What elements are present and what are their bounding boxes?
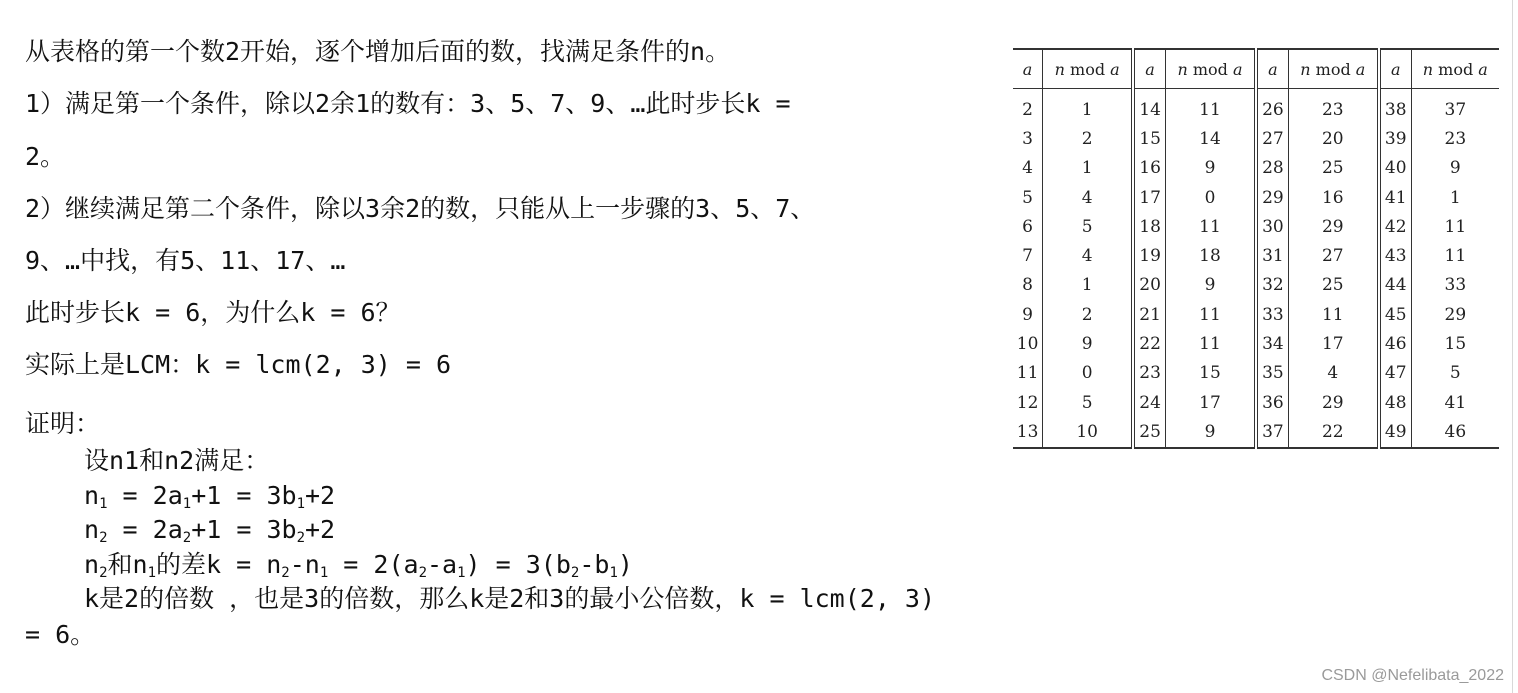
- cell-n-mod-a: 10: [1043, 417, 1134, 447]
- page-edge-divider: [1512, 0, 1513, 693]
- cell-n-mod-a: 9: [1165, 154, 1256, 183]
- cell-a: 16: [1133, 154, 1165, 183]
- cell-n-mod-a: 11: [1165, 300, 1256, 329]
- cell-n-mod-a: 18: [1165, 241, 1256, 270]
- cell-n-mod-a: 22: [1288, 417, 1379, 447]
- cell-n-mod-a: 37: [1411, 89, 1499, 125]
- cell-a: 18: [1133, 212, 1165, 241]
- cell-n-mod-a: 14: [1165, 124, 1256, 153]
- cell-a: 39: [1379, 124, 1411, 153]
- cell-n-mod-a: 11: [1288, 300, 1379, 329]
- mod-table: [1013, 48, 1499, 449]
- cell-n-mod-a: 1: [1043, 89, 1134, 125]
- step2-line-cont: 9、…中找，有5、11、17、…: [25, 246, 346, 275]
- cell-n-mod-a: 1: [1411, 183, 1499, 212]
- cell-n-mod-a: 23: [1288, 89, 1379, 125]
- cell-a: 49: [1379, 417, 1411, 447]
- proof-eq-n2: $n_2 = 2a_2+1 = 3b_2+2$: [84, 515, 336, 546]
- cell-n-mod-a: 11: [1165, 212, 1256, 241]
- cell-n-mod-a: 25: [1288, 154, 1379, 183]
- table-row: [1013, 388, 1499, 417]
- cell-n-mod-a: 4: [1288, 359, 1379, 388]
- table-header-row: [1013, 49, 1499, 89]
- cell-a: 40: [1379, 154, 1411, 183]
- cell-a: 24: [1133, 388, 1165, 417]
- cell-n-mod-a: 9: [1165, 271, 1256, 300]
- cell-n-mod-a: 29: [1288, 388, 1379, 417]
- cell-a: 23: [1133, 359, 1165, 388]
- cell-a: 31: [1256, 241, 1288, 270]
- table-row: [1013, 329, 1499, 358]
- cell-a: 30: [1256, 212, 1288, 241]
- step-size-line: 此时步长k = 6，为什么k = 6？: [25, 298, 401, 327]
- cell-n-mod-a: 9: [1165, 417, 1256, 447]
- table-row: [1013, 300, 1499, 329]
- table-row: [1013, 183, 1499, 212]
- cell-n-mod-a: 33: [1411, 271, 1499, 300]
- lcm-line: 实际上是LCM：k = lcm(2, 3) = 6: [25, 350, 452, 379]
- cell-n-mod-a: 0: [1165, 183, 1256, 212]
- cell-a: 11: [1016, 363, 1039, 384]
- cell-a: 33: [1256, 300, 1288, 329]
- cell-n-mod-a: 29: [1411, 300, 1499, 329]
- cell-a: 9: [1022, 304, 1033, 325]
- cell-n-mod-a: 5: [1043, 388, 1134, 417]
- header-n-mod-a: n mod a: [1165, 49, 1256, 89]
- cell-a: 29: [1256, 183, 1288, 212]
- cell-a: 17: [1133, 183, 1165, 212]
- proof-conclusion-cont: = 6。: [25, 620, 96, 649]
- intro-line: 从表格的第一个数2开始，逐个增加后面的数，找满足条件的n。: [25, 37, 731, 66]
- cell-n-mod-a: 1: [1043, 271, 1134, 300]
- cell-n-mod-a: 17: [1165, 388, 1256, 417]
- header-a: a: [1256, 49, 1288, 89]
- proof-difference-line: $n_2$和$n_1$的差$k = n_2-n_1 = 2(a_2-a_1) = 3(b_2-b_1)$: [84, 550, 633, 581]
- cell-n-mod-a: 11: [1165, 329, 1256, 358]
- table-row: [1013, 124, 1499, 153]
- cell-a: 6: [1022, 216, 1033, 237]
- cell-n-mod-a: 2: [1043, 124, 1134, 153]
- proof-heading: 证明：: [25, 409, 101, 438]
- cell-a: 4: [1022, 158, 1033, 179]
- cell-n-mod-a: 23: [1411, 124, 1499, 153]
- header-a: a: [1379, 49, 1411, 89]
- cell-a: 13: [1016, 421, 1039, 442]
- cell-a: 32: [1256, 271, 1288, 300]
- cell-n-mod-a: 11: [1411, 241, 1499, 270]
- cell-a: 43: [1379, 241, 1411, 270]
- cell-n-mod-a: 11: [1165, 89, 1256, 125]
- table-row: [1013, 89, 1499, 125]
- table-row: [1013, 241, 1499, 270]
- cell-a: 48: [1379, 388, 1411, 417]
- step1-line: 1）满足第一个条件，除以2余1的数有：3、5、7、9、…此时步长k =: [25, 89, 791, 118]
- cell-n-mod-a: 5: [1043, 212, 1134, 241]
- table-row: [1013, 154, 1499, 183]
- cell-n-mod-a: 16: [1288, 183, 1379, 212]
- cell-a: 45: [1379, 300, 1411, 329]
- cell-n-mod-a: 5: [1411, 359, 1499, 388]
- cell-a: 46: [1379, 329, 1411, 358]
- cell-a: 42: [1379, 212, 1411, 241]
- cell-n-mod-a: 15: [1411, 329, 1499, 358]
- cell-n-mod-a: 25: [1288, 271, 1379, 300]
- cell-a: 19: [1133, 241, 1165, 270]
- cell-a: 2: [1022, 99, 1033, 120]
- cell-n-mod-a: 17: [1288, 329, 1379, 358]
- header-n-mod-a: n mod a: [1043, 49, 1134, 89]
- cell-n-mod-a: 4: [1043, 241, 1134, 270]
- step1-line-cont: 2。: [25, 142, 66, 171]
- header-a: a: [1133, 49, 1165, 89]
- cell-a: 5: [1022, 187, 1033, 208]
- header-n-mod-a: n mod a: [1288, 49, 1379, 89]
- cell-a: 3: [1022, 128, 1033, 149]
- cell-n-mod-a: 0: [1043, 359, 1134, 388]
- cell-n-mod-a: 29: [1288, 212, 1379, 241]
- cell-a: 34: [1256, 329, 1288, 358]
- cell-a: 41: [1379, 183, 1411, 212]
- cell-n-mod-a: 27: [1288, 241, 1379, 270]
- cell-a: 20: [1133, 271, 1165, 300]
- step2-line: 2）继续满足第二个条件，除以3余2的数，只能从上一步骤的3、5、7、: [25, 194, 816, 223]
- watermark: CSDN @Nefelibata_2022: [1321, 667, 1504, 684]
- header-a: a: [1022, 59, 1033, 79]
- cell-n-mod-a: 20: [1288, 124, 1379, 153]
- cell-n-mod-a: 9: [1043, 329, 1134, 358]
- table-row: [1013, 417, 1499, 447]
- cell-n-mod-a: 4: [1043, 183, 1134, 212]
- cell-a: 12: [1016, 392, 1039, 413]
- proof-eq-n1: $n_1 = 2a_1+1 = 3b_1+2$: [84, 481, 336, 512]
- table-body: [1013, 89, 1499, 448]
- cell-a: 44: [1379, 271, 1411, 300]
- cell-n-mod-a: 2: [1043, 300, 1134, 329]
- table-row: [1013, 212, 1499, 241]
- cell-a: 47: [1379, 359, 1411, 388]
- cell-a: 8: [1022, 275, 1033, 296]
- cell-n-mod-a: 11: [1411, 212, 1499, 241]
- cell-a: 27: [1256, 124, 1288, 153]
- cell-a: 22: [1133, 329, 1165, 358]
- cell-a: 14: [1133, 89, 1165, 125]
- cell-a: 28: [1256, 154, 1288, 183]
- cell-a: 21: [1133, 300, 1165, 329]
- cell-a: 26: [1256, 89, 1288, 125]
- cell-a: 15: [1133, 124, 1165, 153]
- proof-assume-line: 设n1和n2满足：: [84, 446, 270, 475]
- cell-n-mod-a: 41: [1411, 388, 1499, 417]
- cell-a: 10: [1016, 334, 1039, 355]
- cell-n-mod-a: 46: [1411, 417, 1499, 447]
- cell-n-mod-a: 15: [1165, 359, 1256, 388]
- proof-conclusion-line: k是2的倍数 ，也是3的倍数，那么k是2和3的最小公倍数，k = lcm(2, 3): [84, 584, 936, 613]
- table-row: [1013, 271, 1499, 300]
- cell-a: 38: [1379, 89, 1411, 125]
- cell-n-mod-a: 1: [1043, 154, 1134, 183]
- table-row: [1013, 359, 1499, 388]
- header-n-mod-a: n mod a: [1411, 49, 1499, 89]
- cell-a: 36: [1256, 388, 1288, 417]
- cell-a: 35: [1256, 359, 1288, 388]
- cell-n-mod-a: 9: [1411, 154, 1499, 183]
- cell-a: 25: [1133, 417, 1165, 447]
- cell-a: 7: [1022, 246, 1033, 267]
- cell-a: 37: [1256, 417, 1288, 447]
